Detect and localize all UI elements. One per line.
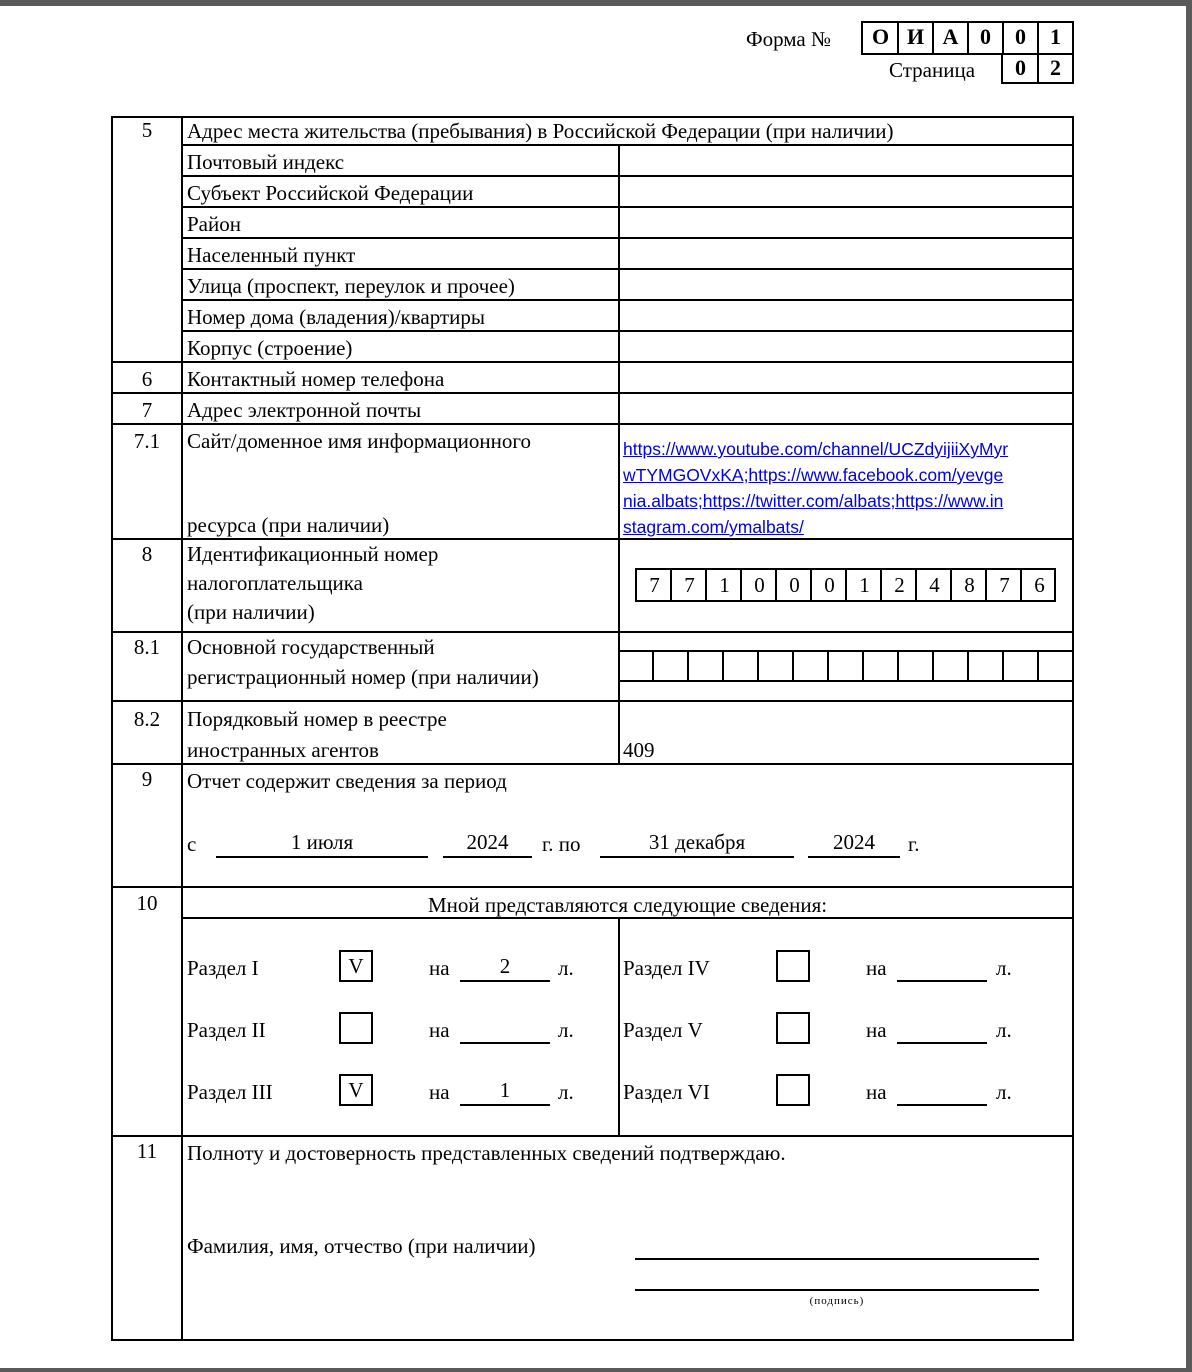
full-name-label: Фамилия, имя, отчество (при наличии): [187, 1234, 536, 1258]
district-label: Район: [187, 212, 241, 236]
form-char: 1: [1050, 24, 1061, 49]
period-from-word: с: [187, 832, 197, 856]
section-vi-pages[interactable]: [897, 1078, 987, 1106]
inn-label-cont: (при наличии): [187, 600, 315, 624]
section-iii-checkbox[interactable]: V: [339, 1074, 373, 1106]
inn-digit: 0: [789, 573, 800, 597]
page-number-label: Страница: [889, 58, 976, 82]
section-ii-label: Раздел II: [187, 1018, 266, 1042]
sheets-label: л.: [996, 1080, 1012, 1104]
inn-label-cont: налогоплательщика: [187, 571, 363, 595]
pages-on-label: на: [866, 956, 887, 980]
pages-on-label: на: [429, 1018, 450, 1042]
sections-title: Мной представляются следующие сведения:: [427, 893, 828, 917]
registry-number-label-cont: иностранных агентов: [187, 738, 379, 762]
row-number: 10: [136, 891, 158, 915]
address-section-title: Адрес места жительства (пребывания) в Российской Федерации (при наличии): [187, 119, 894, 143]
period-label: Отчет содержит сведения за период: [187, 769, 507, 793]
period-to-date: 31 декабря: [600, 830, 794, 858]
section-iv-checkbox[interactable]: [776, 950, 810, 982]
form-char: И: [906, 24, 925, 49]
website-label: Сайт/доменное имя информационного: [187, 429, 531, 453]
period-from-year: 2024: [443, 830, 532, 858]
signature-line[interactable]: [635, 1289, 1039, 1291]
pages-on-label: на: [866, 1018, 887, 1042]
period-to-word: г. по: [542, 832, 581, 856]
inn-digit-boxes: [635, 568, 1056, 602]
inn-digit: 0: [754, 573, 765, 597]
sheets-label: л.: [558, 1080, 574, 1104]
form-page: [0, 6, 1186, 1368]
website-link[interactable]: nia.albats;https://twitter.com/albats;https://www.in: [623, 491, 1004, 511]
form-number-boxes: [861, 21, 1074, 55]
inn-digit: 7: [684, 573, 695, 597]
sheets-label: л.: [996, 1018, 1012, 1042]
page-char: 0: [1015, 55, 1026, 80]
inn-digit: 1: [859, 573, 870, 597]
inn-digit: 1: [719, 573, 730, 597]
form-char: 0: [980, 24, 991, 49]
form-char: А: [942, 24, 959, 49]
website-link[interactable]: wTYMGOVxKA;https://www.facebook.com/yevge: [623, 465, 1004, 485]
section-i-pages[interactable]: 2: [460, 954, 550, 982]
section-iv-label: Раздел IV: [623, 956, 710, 980]
section-iii-label: Раздел III: [187, 1080, 273, 1104]
section-vi-checkbox[interactable]: [776, 1074, 810, 1106]
section-v-label: Раздел V: [623, 1018, 703, 1042]
pages-on-label: на: [429, 1080, 450, 1104]
row-number: 8.2: [133, 707, 161, 731]
period-to-year: 2024: [808, 830, 900, 858]
sheets-label: л.: [996, 956, 1012, 980]
website-link[interactable]: https://www.youtube.com/channel/UCZdyijiiXyMyr: [623, 439, 1009, 459]
house-label: Номер дома (владения)/квартиры: [187, 305, 485, 329]
pages-on-label: на: [429, 956, 450, 980]
row-number: 7: [141, 398, 153, 422]
registry-number-label: Порядковый номер в реестре: [187, 707, 447, 731]
section-i-label: Раздел I: [187, 956, 259, 980]
pages-on-label: на: [866, 1080, 887, 1104]
region-label: Субъект Российской Федерации: [187, 181, 474, 205]
row-number: 6: [141, 367, 153, 391]
inn-digit: 7: [649, 573, 660, 597]
section-iv-pages[interactable]: [897, 954, 987, 982]
website-label-cont: ресурса (при наличии): [187, 513, 390, 537]
period-year-suffix: г.: [908, 832, 920, 856]
street-label: Улица (проспект, переулок и прочее): [187, 274, 515, 298]
section-v-pages[interactable]: [897, 1016, 987, 1044]
section-v-checkbox[interactable]: [776, 1012, 810, 1044]
sheets-label: л.: [558, 1018, 574, 1042]
phone-label: Контактный номер телефона: [187, 367, 445, 391]
page-char: 2: [1050, 55, 1061, 80]
row-number: 11: [136, 1139, 158, 1163]
row-number: 8.1: [133, 635, 161, 659]
locality-label: Населенный пункт: [187, 243, 356, 267]
form-char: 0: [1015, 24, 1026, 49]
inn-label: Идентификационный номер: [187, 542, 439, 566]
page-number-boxes: [1001, 53, 1074, 84]
ogrn-label-cont: регистрационный номер (при наличии): [187, 665, 539, 689]
inn-digit: 4: [929, 573, 940, 597]
confirmation-statement: Полноту и достоверность представленных сведений подтверждаю.: [187, 1141, 786, 1165]
inn-digit: 0: [824, 573, 835, 597]
form-char: О: [871, 24, 890, 49]
section-ii-checkbox[interactable]: [339, 1012, 373, 1044]
email-label: Адрес электронной почты: [187, 398, 422, 422]
inn-digit: 7: [999, 573, 1010, 597]
postal-code-label: Почтовый индекс: [187, 150, 345, 174]
section-vi-label: Раздел VI: [623, 1080, 710, 1104]
ogrn-label: Основной государственный: [187, 635, 435, 659]
building-label: Корпус (строение): [187, 336, 353, 360]
inn-digit: 8: [964, 573, 975, 597]
row-number: 5: [141, 118, 153, 142]
row-number: 9: [141, 767, 153, 791]
form-number-label: Форма №: [746, 27, 832, 51]
section-ii-pages[interactable]: [460, 1016, 550, 1044]
section-iii-pages[interactable]: 1: [460, 1078, 550, 1106]
inn-digit: 6: [1034, 573, 1045, 597]
row-number: 7.1: [133, 429, 161, 453]
inn-digit: 2: [894, 573, 905, 597]
period-from-date: 1 июля: [216, 830, 428, 858]
full-name-line[interactable]: [635, 1258, 1039, 1260]
section-i-checkbox[interactable]: V: [339, 950, 373, 982]
registry-number-value: 409: [623, 738, 655, 762]
website-link[interactable]: stagram.com/ymalbats/: [623, 517, 804, 537]
row-number: 8: [141, 542, 153, 566]
sheets-label: л.: [558, 956, 574, 980]
signature-caption: (подпись): [809, 1295, 865, 1307]
